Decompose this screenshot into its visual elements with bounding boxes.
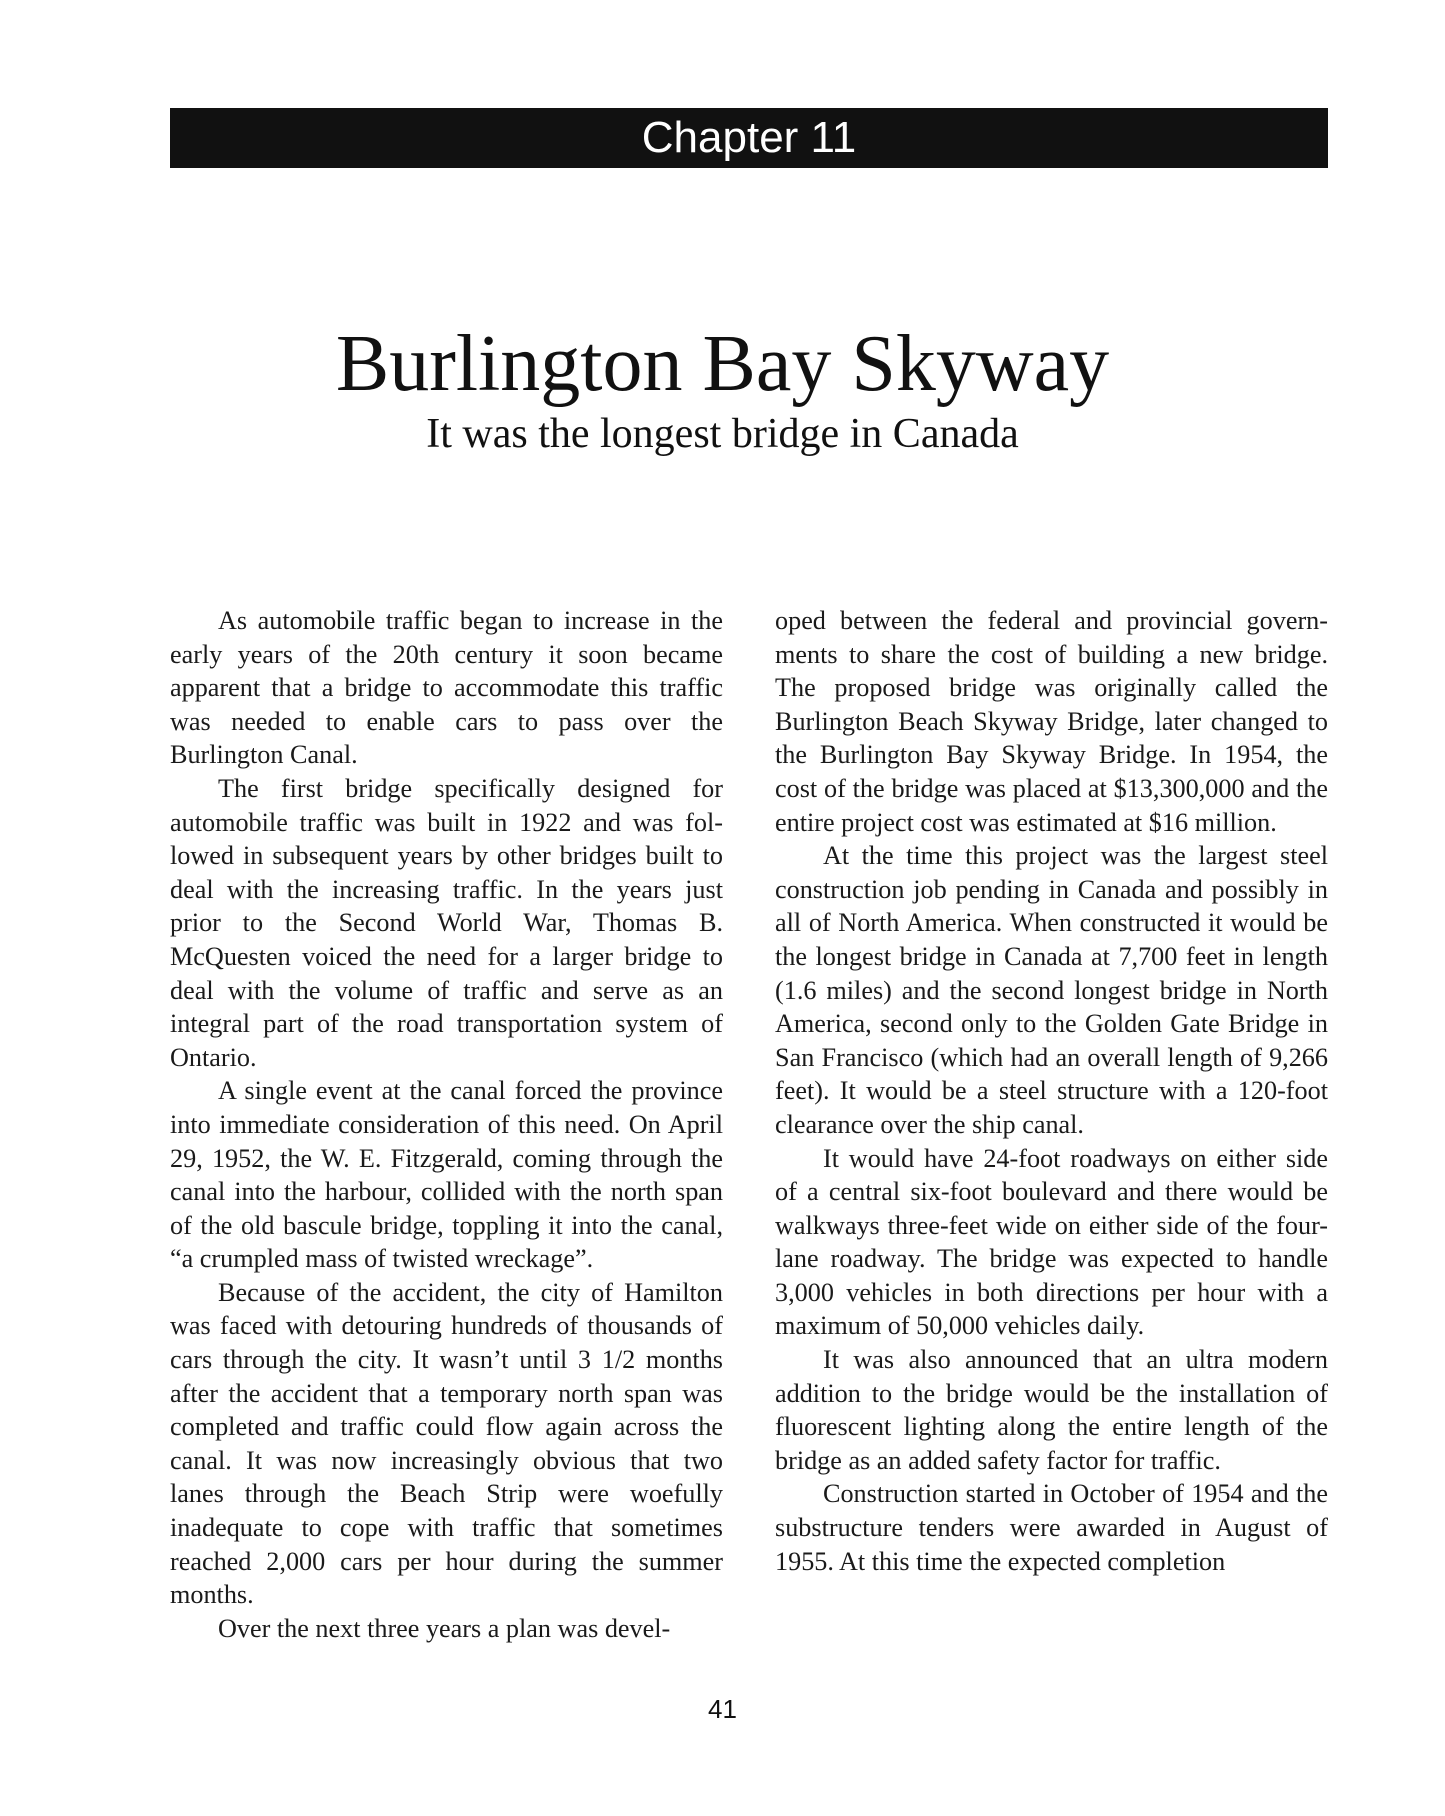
chapter-title: Burlington Bay Skyway bbox=[335, 320, 1110, 408]
right-text-column bbox=[775, 604, 1328, 1578]
paragraph: Construction started in October of 1954 and the substructure tenders were awarded in August of 1955. At this time the expected completion bbox=[775, 1479, 1328, 1576]
paragraph-continuation: oped between the federal and provincial governments to share the cost of building a new bridge. The proposed bridge was originally called the Burlington Beach Skyway Bridge, later changed to the Burlington Bay Skyway Bridge. In 1954, the cost of the bridge was placed at $13,300,000 and the entire project cost was estimated at $16 million. bbox=[775, 606, 1328, 837]
chapter-banner bbox=[170, 108, 1328, 168]
page-number: 41 bbox=[708, 1694, 737, 1724]
paragraph: It was also announced that an ultra modern addition to the bridge would be the installation of fluorescent lighting along the entire length of the bridge as an added safety factor for traffic. bbox=[775, 1345, 1328, 1475]
paragraph: A single event at the canal forced the province into immediate consideration of this need. On April 29, 1952, the W. E. Fitzgerald, coming through the canal into the harbour, collided with the north span of the old bascule bridge, toppling it into the canal, “a crumpled mass of twisted wreckage”. bbox=[170, 1076, 723, 1274]
chapter-label: Chapter 11 bbox=[641, 113, 857, 162]
chapter-subtitle: It was the longest bridge in Canada bbox=[426, 411, 1019, 457]
paragraph: Because of the accident, the city of Hamilton was faced with detouring hundreds of thousands of cars through the city. It wasn’t until 3 1/2 months after the accident that a temporary north span was completed and traffic could flow again across the canal. It was now increasingly obvious that two lanes through the Beach Strip were woefully inadequate to cope with traffic that sometimes reached 2,000 cars per hour during the summer months. bbox=[170, 1277, 723, 1610]
paragraph: The first bridge specifically designed for automobile traffic was built in 1922 and was followed in subsequent years by other bridges built to deal with the increasing traffic. In the years just prior to the Second World War, Thomas B. McQuesten voiced the need for a larger bridge to deal with the volume of traffic and serve as an integral part of the road transportation system of Ontario. bbox=[170, 773, 723, 1072]
left-text-column bbox=[170, 604, 723, 1645]
paragraph: At the time this project was the largest steel construction job pending in Canada and possibly in all of North America. When constructed it would be the longest bridge in Canada at 7,700 feet in length (1.6 miles) and the second longest bridge in North America, second only to the Golden Gate Bridge in San Francisco (which had an overall length of 9,266 feet). It would be a steel structure with a 120-foot clearance over the ship canal. bbox=[775, 841, 1328, 1139]
paragraph: Over the next three years a plan was devel- bbox=[218, 1613, 671, 1643]
paragraph: As automobile traffic began to increase in the early years of the 20th century it soon became apparent that a bridge to accommodate this traffic was needed to enable cars to pass over the Burlington Canal. bbox=[170, 606, 723, 770]
paragraph: It would have 24-foot roadways on either side of a central six-foot boulevard and there would be walkways three-feet wide on either side of the four-lane roadway. The bridge was expected to handle 3,000 vehicles in both directions per hour with a maximum of 50,000 vehicles daily. bbox=[775, 1143, 1328, 1341]
